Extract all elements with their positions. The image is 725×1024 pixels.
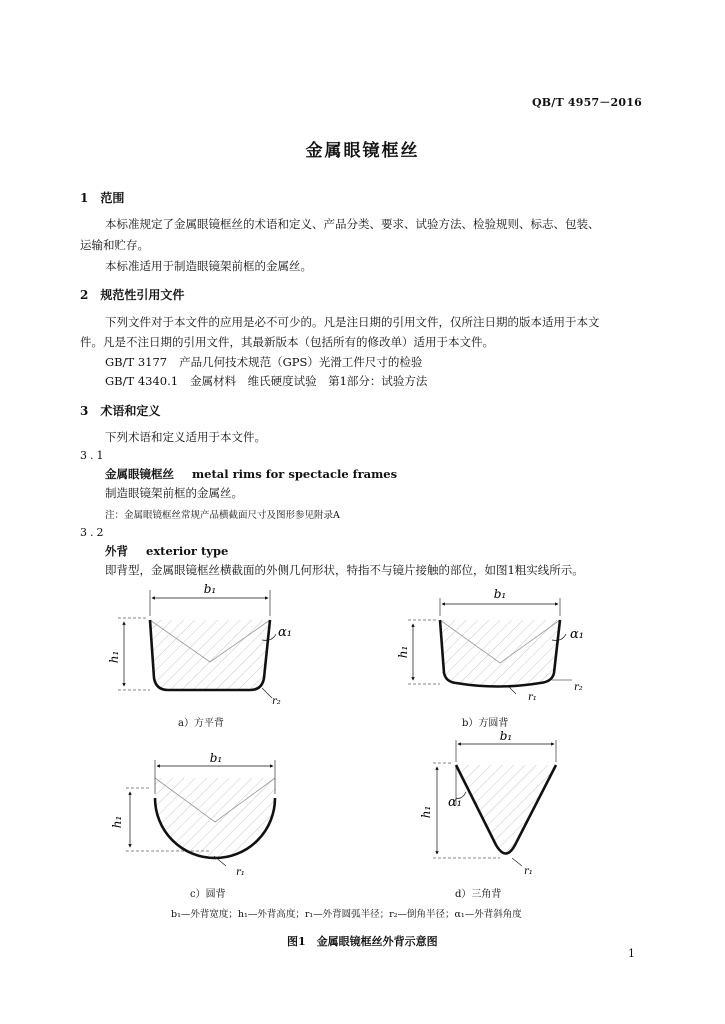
section-1-para-2: 本标准适用于制造眼镜架前框的金属丝。 bbox=[105, 259, 312, 273]
section-3-intro: 下列术语和定义适用于本文件。 bbox=[105, 430, 266, 444]
standard-code: QB/T 4957－2016 bbox=[532, 96, 642, 109]
label-r1: r₁ bbox=[528, 692, 537, 703]
reference-title: 产品几何技术规范（GPS）光滑工件尺寸的检验 bbox=[179, 355, 423, 369]
term-en: exterior type bbox=[146, 544, 229, 558]
diagram-b-square-round bbox=[408, 598, 572, 694]
label-h1: h₁ bbox=[419, 805, 433, 819]
section-2-para-line-2: 件。凡是不注日期的引用文件，其最新版本（包括所有的修改单）适用于本文件。 bbox=[80, 335, 494, 349]
section-3-heading: 3 术语和定义 bbox=[80, 404, 161, 418]
label-h1: h₁ bbox=[110, 815, 124, 829]
label-b1: b₁ bbox=[493, 587, 507, 601]
reference-code: GB/T 3177 bbox=[105, 355, 168, 369]
label-alpha1: α₁ bbox=[448, 795, 462, 810]
term-zh: 外背 bbox=[105, 544, 128, 558]
term-zh: 金属眼镜框丝 bbox=[105, 467, 174, 481]
label-r2: r₂ bbox=[574, 682, 583, 693]
label-r1: r₁ bbox=[236, 867, 245, 878]
section-2-heading: 2 规范性引用文件 bbox=[80, 288, 185, 302]
label-r2: r₂ bbox=[272, 696, 281, 707]
term-en: metal rims for spectacle frames bbox=[192, 467, 398, 481]
figure-legend: b₁—外背宽度；h₁—外背高度；r₁—外背圆弧半径；r₂—倒角半径；α₁—外背斜角度 bbox=[171, 909, 522, 920]
label-alpha1: α₁ bbox=[278, 625, 292, 640]
label-b1: b₁ bbox=[499, 729, 513, 743]
reference-title: 金属材料 维氏硬度试验 第1部分：试验方法 bbox=[190, 374, 428, 388]
section-1-heading: 1 范围 bbox=[80, 191, 125, 205]
term-note: 注：金属眼镜框丝常规产品横截面尺寸及图形参见附录A bbox=[105, 510, 340, 521]
document-title: 金属眼镜框丝 bbox=[305, 141, 420, 161]
section-2-para-line-1: 下列文件对于本文件的应用是必不可少的。凡是注日期的引用文件，仅所注日期的版本适用于本文 bbox=[105, 315, 600, 329]
label-r1: r₁ bbox=[524, 866, 533, 877]
term-number: 3.1 bbox=[80, 449, 107, 462]
label-alpha1: α₁ bbox=[570, 627, 584, 642]
label-b1: b₁ bbox=[209, 751, 223, 765]
diagram-c-round bbox=[126, 760, 275, 866]
reference-code: GB/T 4340.1 bbox=[105, 374, 179, 388]
caption-d: d）三角背 bbox=[455, 889, 502, 900]
diagram-a-square-flat bbox=[118, 590, 276, 698]
label-h1: h₁ bbox=[107, 650, 121, 664]
section-1-para-1-line-2: 运输和贮存。 bbox=[80, 238, 149, 252]
term-number: 3.2 bbox=[80, 526, 107, 539]
term-definition: 制造眼镜架前框的金属丝。 bbox=[105, 486, 243, 500]
caption-a: a）方平背 bbox=[178, 718, 224, 729]
section-1-para-1-line-1: 本标准规定了金属眼镜框丝的术语和定义、产品分类、要求、试验方法、检验规则、标志、包装、 bbox=[105, 217, 600, 231]
caption-b: b）方圆背 bbox=[462, 718, 509, 729]
caption-c: c）圆背 bbox=[190, 889, 226, 900]
term-definition: 即背型，金属眼镜框丝横截面的外侧几何形状，特指不与镜片接触的部位，如图1粗实线所示。 bbox=[105, 563, 584, 577]
label-b1: b₁ bbox=[203, 582, 217, 596]
figure-title: 图1 金属眼镜框丝外背示意图 bbox=[287, 935, 438, 948]
label-h1: h₁ bbox=[396, 645, 410, 659]
page-number: 1 bbox=[628, 947, 635, 960]
